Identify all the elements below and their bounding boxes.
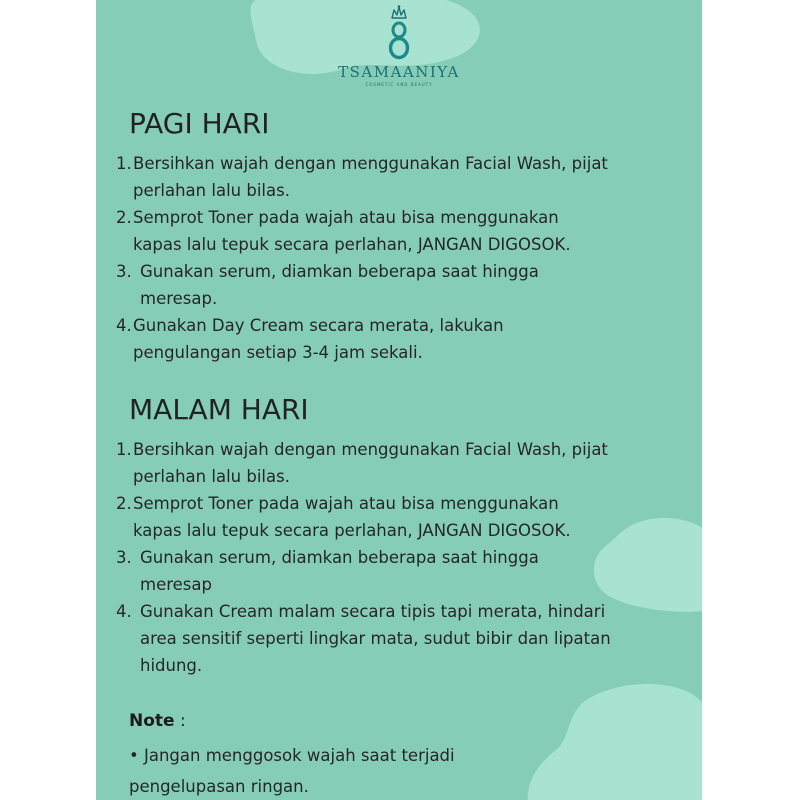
step-text: Semprot Toner pada wajah atau bisa menggunakan kapas lalu tepuk secara perlahan, JANGAN DIGOSOK. — [133, 494, 571, 540]
list-item — [116, 258, 696, 312]
step-number: 1. — [116, 440, 132, 459]
step-number: 4. — [116, 602, 132, 621]
step-text: Gunakan Day Cream secara merata, lakukan pengulangan setiap 3-4 jam sekali. — [133, 316, 504, 362]
list-item — [116, 436, 696, 490]
step-number: 2. — [116, 494, 132, 513]
list-item — [116, 598, 696, 679]
step-number: 3. — [116, 262, 132, 281]
note-label: Note — [129, 711, 175, 731]
brand-name: TSAMAANIYA — [338, 63, 460, 81]
note-colon: : — [174, 711, 186, 731]
list-item — [116, 150, 696, 204]
night-title: MALAM HARI — [129, 393, 309, 426]
step-number: 3. — [116, 548, 132, 567]
routine-card — [96, 0, 702, 800]
step-text: Bersihkan wajah dengan menggunakan Facial Wash, pijat perlahan lalu bilas. — [133, 440, 608, 486]
step-text: Gunakan Cream malam secara tipis tapi merata, hindari area sensitif seperti lingkar mata, sudut bibir dan lipatan hidung. — [140, 602, 611, 675]
list-item — [116, 204, 696, 258]
list-item — [116, 490, 696, 544]
list-item — [116, 312, 696, 366]
step-number: 4. — [116, 316, 132, 335]
night-steps — [116, 436, 696, 679]
morning-steps — [116, 150, 696, 366]
list-item — [116, 544, 696, 598]
step-number: 2. — [116, 208, 132, 227]
step-number: 1. — [116, 154, 132, 173]
brand-tagline: COSMETIC AND BEAUTY — [365, 82, 433, 87]
step-text: Semprot Toner pada wajah atau bisa menggunakan kapas lalu tepuk secara perlahan, JANGAN DIGOSOK. — [133, 208, 571, 254]
note-heading — [129, 711, 186, 731]
note-text: • Jangan menggosok wajah saat terjadi pengelupasan ringan. — [129, 746, 455, 796]
step-text: Gunakan serum, diamkan beberapa saat hingga meresap — [140, 548, 539, 594]
morning-title: PAGI HARI — [129, 107, 270, 140]
brand-logo — [96, 4, 702, 87]
bottom-blob — [526, 680, 702, 800]
logo-emblem-icon — [384, 4, 414, 62]
step-text: Gunakan serum, diamkan beberapa saat hingga meresap. — [140, 262, 539, 308]
step-text: Bersihkan wajah dengan menggunakan Facial Wash, pijat perlahan lalu bilas. — [133, 154, 608, 200]
